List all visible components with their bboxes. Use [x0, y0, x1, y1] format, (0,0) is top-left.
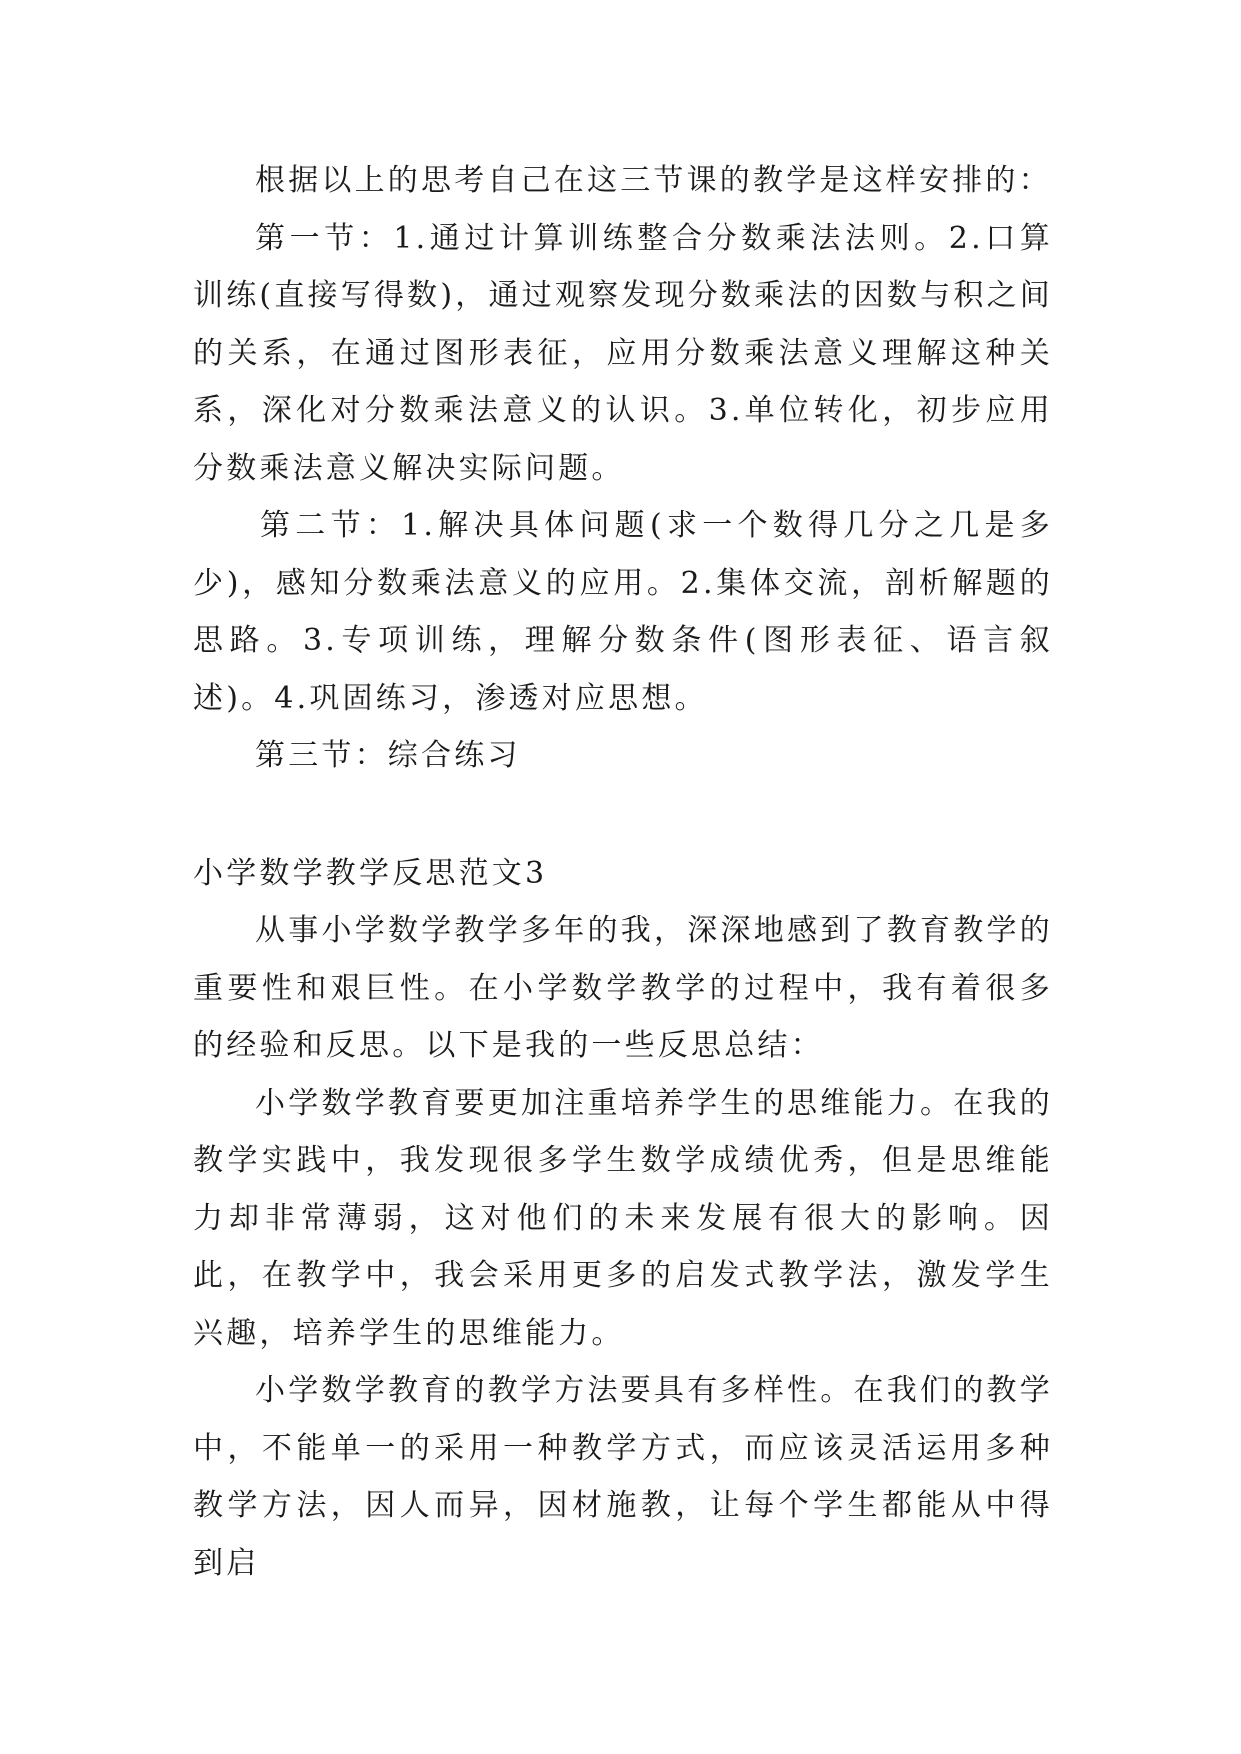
section-heading: 小学数学教学反思范文3	[193, 855, 548, 891]
intro-paragraph: 根据以上的思考自己在这三节课的教学是这样安排的：	[255, 163, 1052, 198]
section-spacer	[193, 785, 1053, 845]
lesson-one-paragraph: 第一节：1.通过计算训练整合分数乘法法则。2.口算训练(直接写得数)，通过观察发现分数乘法的因数与积之间的关系，在通过图形表征，应用分数乘法意义理解这种关系，深化对分数乘法意义的认识。3.单位转化，初步应用分数乘法意义解决实际问题。	[193, 220, 1053, 486]
lesson-two-paragraph: 第二节：1.解决具体问题(求一个数得几分之几是多少)，感知分数乘法意义的应用。2.集体交流，剖析解题的思路。3.专项训练，理解分数条件(图形表征、语言叙述)。4.巩固练习，渗透对应思想。	[193, 508, 1053, 716]
section-paragraph-1: 从事小学数学教学多年的我，深深地感到了教育教学的重要性和艰巨性。在小学数学教学的过程中，我有着很多的经验和反思。以下是我的一些反思总结：	[193, 913, 1053, 1063]
lesson-three-paragraph: 第三节：综合练习	[255, 738, 521, 773]
document-body	[193, 152, 1053, 1592]
section-paragraph-2: 小学数学教育要更加注重培养学生的思维能力。在我的教学实践中，我发现很多学生数学成绩优秀，但是思维能力却非常薄弱，这对他们的未来发展有很大的影响。因此，在教学中，我会采用更多的启发式教学法，激发学生兴趣，培养学生的思维能力。	[193, 1085, 1053, 1351]
section-paragraph-3: 小学数学教育的教学方法要具有多样性。在我们的教学中，不能单一的采用一种教学方式，而应该灵活运用多种教学方法，因人而异，因材施教，让每个学生都能从中得到启	[193, 1373, 1053, 1581]
